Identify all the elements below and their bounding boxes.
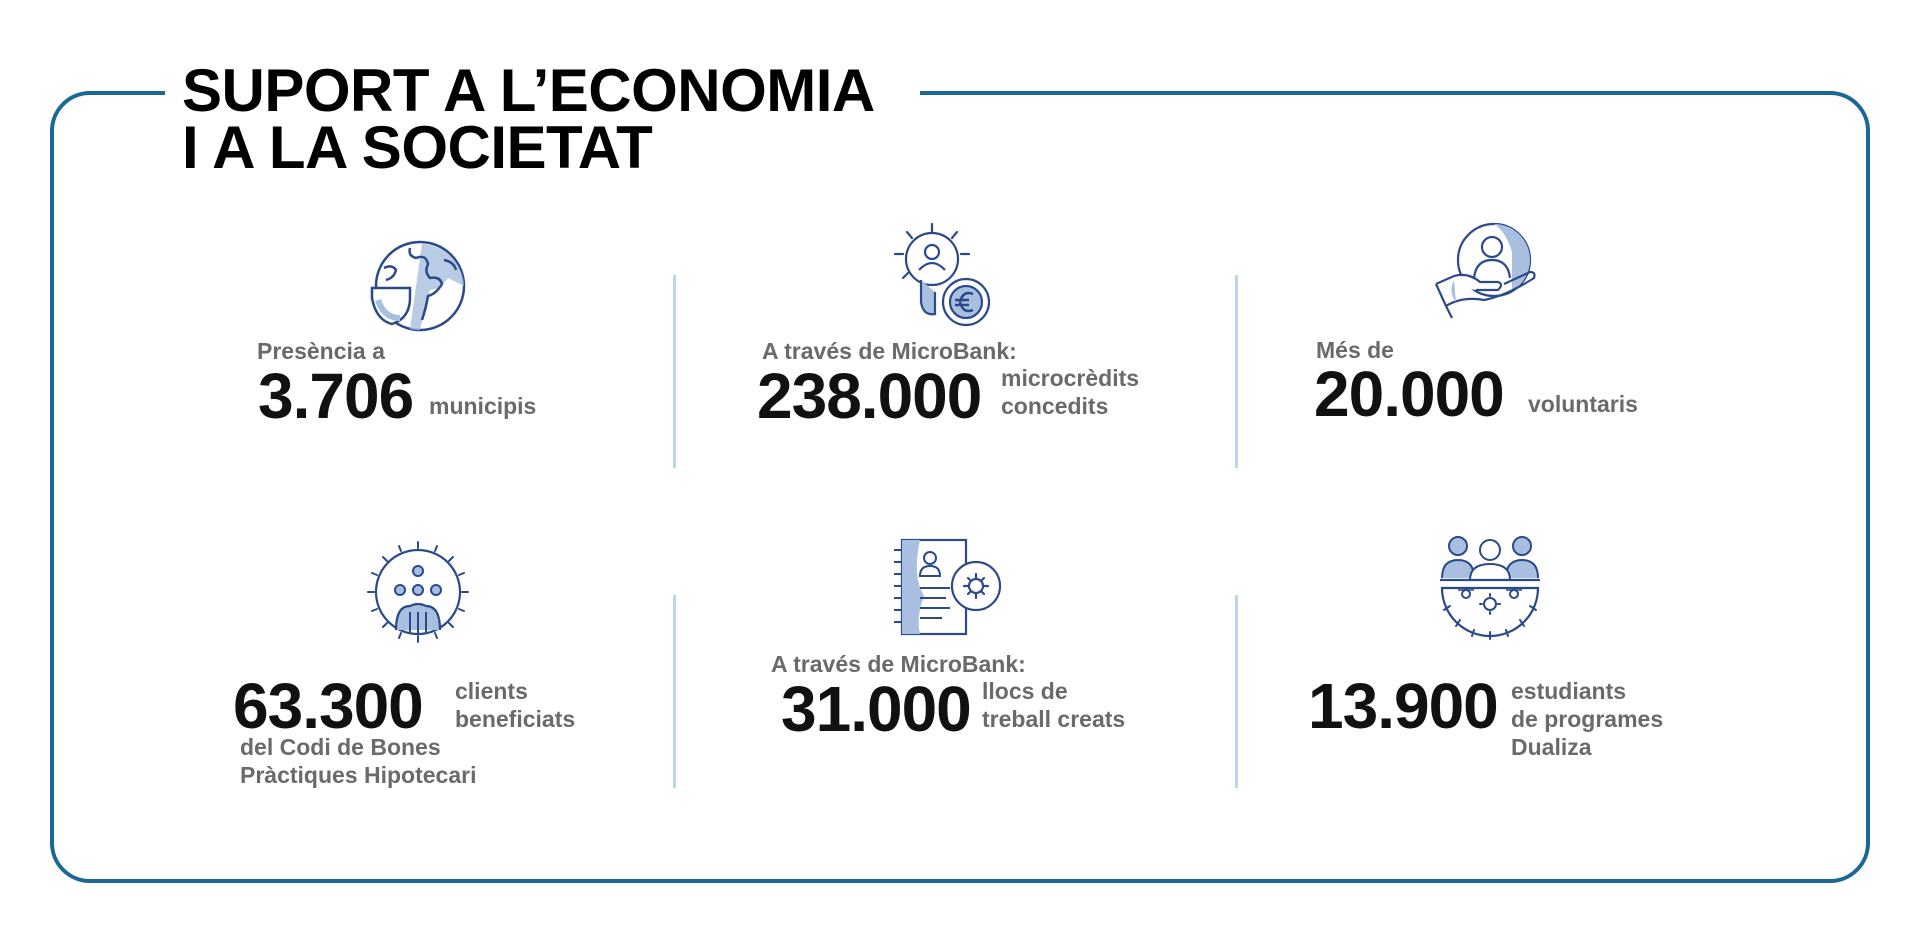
resume-gear-icon	[890, 536, 1010, 640]
person-idea-euro-icon	[885, 222, 995, 332]
people-group-circle-icon	[366, 540, 470, 644]
stat-unit-line: de programes	[1511, 706, 1664, 732]
column-divider	[673, 595, 676, 788]
stat-value: 3.706	[258, 360, 414, 432]
stat-unit-line: voluntaris	[1528, 391, 1638, 417]
stat-unit-line: Dualiza	[1511, 734, 1592, 760]
stat-unit	[982, 677, 1125, 733]
stat-value: 13.900	[1308, 670, 1498, 742]
globe-icon	[370, 238, 470, 338]
title-line-1: SUPORT A L’ECONOMIA	[182, 57, 875, 124]
stat-label: A través de MicroBank:	[771, 651, 1026, 677]
stat-value: 31.000	[781, 673, 971, 745]
stat-value: 20.000	[1314, 358, 1504, 430]
stat-unit-line: microcrèdits	[1001, 365, 1140, 391]
page-title	[182, 57, 875, 181]
stat-label: Presència a	[257, 338, 385, 364]
stat-unit-line: concedits	[1001, 393, 1109, 419]
stat-value: 63.300	[233, 670, 423, 742]
stat-unit	[1511, 677, 1663, 761]
stat-footer-line: del Codi de Bones	[240, 734, 441, 760]
title-line-2: I A LA SOCIETAT	[182, 114, 653, 181]
stat-label: A través de MicroBank:	[762, 338, 1017, 364]
stat-unit-line: beneficiats	[455, 706, 576, 732]
students-gears-icon	[1430, 532, 1550, 652]
stat-unit	[429, 392, 536, 420]
stat-unit-line: treball creats	[982, 706, 1126, 732]
stat-value: 238.000	[757, 360, 982, 432]
column-divider	[1235, 275, 1238, 468]
stat-unit-line: estudiants	[1511, 678, 1627, 704]
column-divider	[1235, 595, 1238, 788]
stat-footer-line: Pràctiques Hipotecari	[240, 762, 477, 788]
stat-label: Més de	[1316, 337, 1394, 363]
stat-unit	[1001, 364, 1139, 420]
column-divider	[673, 275, 676, 468]
stat-unit-line: llocs de	[982, 678, 1068, 704]
hand-holding-person-icon	[1432, 222, 1542, 327]
stat-unit-line: clients	[455, 678, 528, 704]
stat-footer	[240, 733, 476, 789]
stat-unit	[455, 677, 575, 733]
stat-unit-line: municipis	[429, 393, 537, 419]
stat-unit	[1528, 390, 1638, 418]
